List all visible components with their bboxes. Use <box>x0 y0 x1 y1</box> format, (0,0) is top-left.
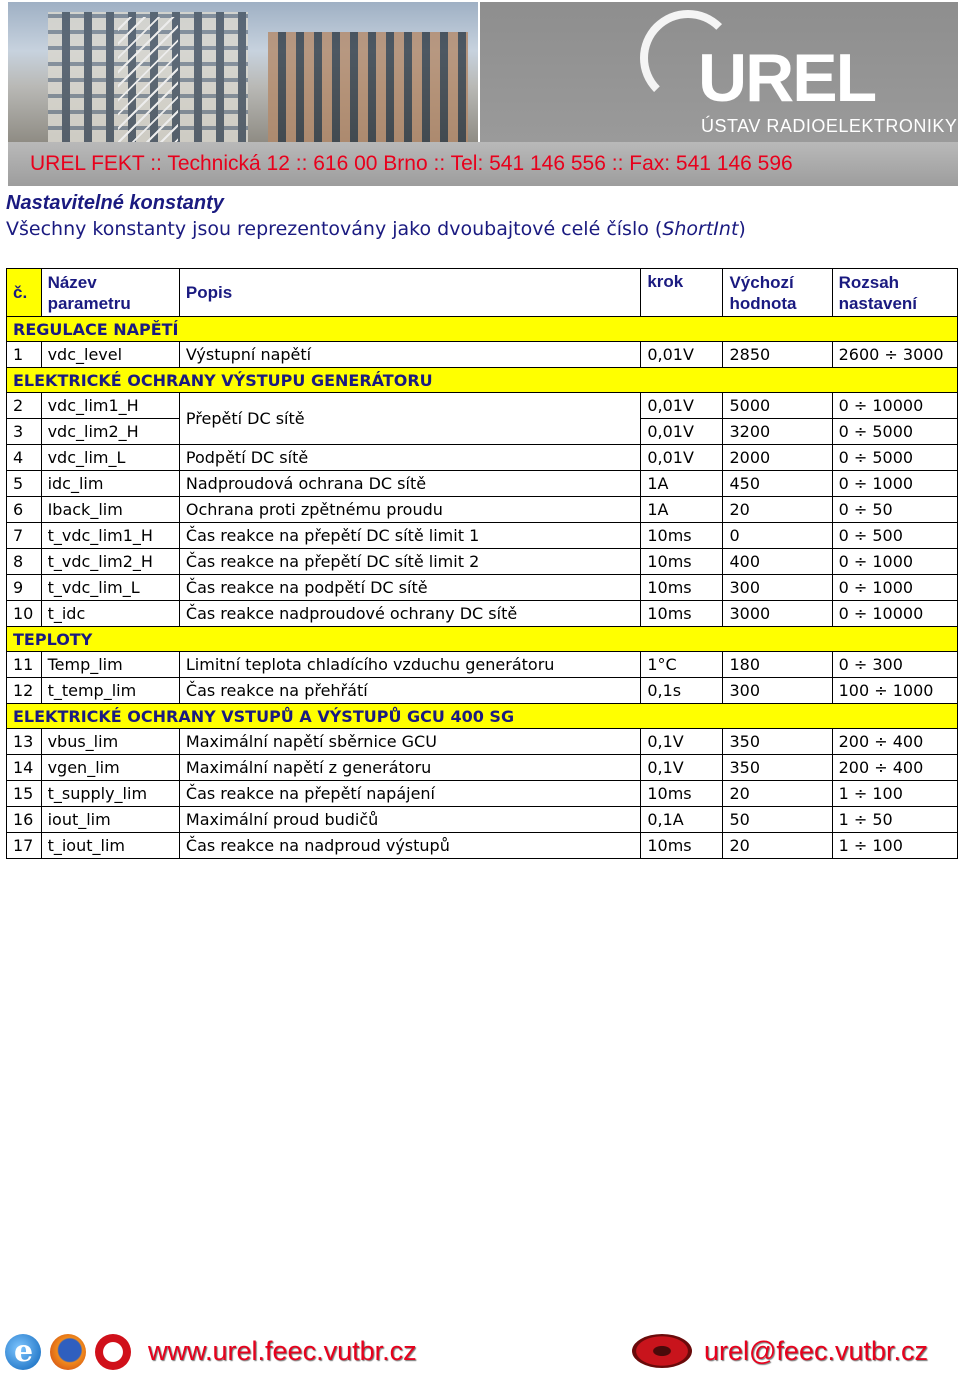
cell-range: 100 ÷ 1000 <box>832 678 957 704</box>
logo-text: UREL <box>698 40 876 116</box>
table-row <box>7 678 958 704</box>
cell-name: vgen_lim <box>41 755 179 781</box>
cell-step: 0,1V <box>641 729 723 755</box>
cell-range: 2600 ÷ 3000 <box>832 342 957 368</box>
cell-name: vbus_lim <box>41 729 179 755</box>
cell-desc: Čas reakce na přepětí DC sítě limit 1 <box>179 523 640 549</box>
cell-desc: Maximální proud budičů <box>179 807 640 833</box>
cell-num: 2 <box>7 393 42 419</box>
cell-num: 6 <box>7 497 42 523</box>
table-row <box>7 781 958 807</box>
cell-name: t_iout_lim <box>41 833 179 859</box>
cell-num: 13 <box>7 729 42 755</box>
cell-step: 10ms <box>641 781 723 807</box>
header-range: Rozsah nastavení <box>832 269 957 317</box>
cell-desc: Limitní teplota chladícího vzduchu generátoru <box>179 652 640 678</box>
building-stairs <box>118 17 178 142</box>
cell-default: 20 <box>723 833 832 859</box>
section-title: REGULACE NAPĚTÍ <box>7 317 958 342</box>
opera-browser-icon <box>95 1334 131 1370</box>
cell-step: 10ms <box>641 833 723 859</box>
footer <box>0 1320 960 1375</box>
page-title: Nastavitelné konstanty <box>6 192 224 214</box>
cell-step: 0,01V <box>641 393 723 419</box>
table-row <box>7 652 958 678</box>
cell-step: 10ms <box>641 575 723 601</box>
cell-default: 20 <box>723 781 832 807</box>
cell-range: 0 ÷ 1000 <box>832 471 957 497</box>
table-row <box>7 755 958 781</box>
cell-desc: Výstupní napětí <box>179 342 640 368</box>
cell-step: 10ms <box>641 523 723 549</box>
cell-step: 0,01V <box>641 419 723 445</box>
header-banner <box>0 0 960 186</box>
cell-num: 11 <box>7 652 42 678</box>
cell-range: 0 ÷ 500 <box>832 523 957 549</box>
cell-name: Temp_lim <box>41 652 179 678</box>
subtitle-emphasis: ShortInt <box>662 218 739 240</box>
table-row <box>7 549 958 575</box>
cell-num: 15 <box>7 781 42 807</box>
cell-desc: Čas reakce na podpětí DC sítě <box>179 575 640 601</box>
cell-num: 12 <box>7 678 42 704</box>
cell-num: 9 <box>7 575 42 601</box>
cell-name: Iback_lim <box>41 497 179 523</box>
table-row <box>7 393 958 419</box>
header-default: Výchozí hodnota <box>723 269 832 317</box>
header-desc: Popis <box>179 269 640 317</box>
cell-range: 0 ÷ 300 <box>832 652 957 678</box>
cell-range: 0 ÷ 50 <box>832 497 957 523</box>
cell-name: t_idc <box>41 601 179 627</box>
cell-default: 20 <box>723 497 832 523</box>
cell-range: 0 ÷ 5000 <box>832 445 957 471</box>
cell-num: 5 <box>7 471 42 497</box>
cell-step: 0,1s <box>641 678 723 704</box>
cell-num: 3 <box>7 419 42 445</box>
cell-desc: Podpětí DC sítě <box>179 445 640 471</box>
cell-range: 200 ÷ 400 <box>832 729 957 755</box>
cell-range: 0 ÷ 5000 <box>832 419 957 445</box>
cell-range: 0 ÷ 1000 <box>832 575 957 601</box>
header-name: Název parametru <box>41 269 179 317</box>
table-row <box>7 471 958 497</box>
website-link[interactable]: www.urel.feec.vutbr.cz <box>148 1336 417 1366</box>
cell-name: t_vdc_lim2_H <box>41 549 179 575</box>
cell-default: 450 <box>723 471 832 497</box>
email-link[interactable]: urel@feec.vutbr.cz <box>704 1336 929 1366</box>
table-row <box>7 445 958 471</box>
cell-desc: Čas reakce na přehřátí <box>179 678 640 704</box>
cell-range: 1 ÷ 50 <box>832 807 957 833</box>
cell-desc: Čas reakce na nadproud výstupů <box>179 833 640 859</box>
section-row <box>7 368 958 393</box>
cell-range: 200 ÷ 400 <box>832 755 957 781</box>
cell-num: 4 <box>7 445 42 471</box>
cell-num: 8 <box>7 549 42 575</box>
cell-num: 7 <box>7 523 42 549</box>
cell-num: 14 <box>7 755 42 781</box>
cell-name: vdc_lim2_H <box>41 419 179 445</box>
cell-step: 10ms <box>641 601 723 627</box>
cell-desc: Nadproudová ochrana DC sítě <box>179 471 640 497</box>
firefox-browser-icon <box>50 1334 86 1370</box>
table-row <box>7 833 958 859</box>
cell-step: 0,01V <box>641 445 723 471</box>
cell-default: 3000 <box>723 601 832 627</box>
cell-name: t_supply_lim <box>41 781 179 807</box>
cell-default: 350 <box>723 755 832 781</box>
table-row <box>7 729 958 755</box>
section-title: TEPLOTY <box>7 627 958 652</box>
cell-default: 2850 <box>723 342 832 368</box>
table-header-row <box>7 269 958 317</box>
cell-step: 0,01V <box>641 342 723 368</box>
cell-default: 3200 <box>723 419 832 445</box>
cell-desc: Čas reakce nadproudové ochrany DC sítě <box>179 601 640 627</box>
cell-default: 2000 <box>723 445 832 471</box>
cell-range: 0 ÷ 1000 <box>832 549 957 575</box>
ie-browser-icon: e <box>5 1334 41 1370</box>
cell-default: 180 <box>723 652 832 678</box>
logo-subtitle: ÚSTAV RADIOELEKTRONIKY <box>701 116 958 136</box>
section-row <box>7 704 958 729</box>
cell-desc: Maximální napětí z generátoru <box>179 755 640 781</box>
header-num: č. <box>7 269 42 317</box>
table-row <box>7 601 958 627</box>
section-row <box>7 317 958 342</box>
table-row <box>7 523 958 549</box>
cell-default: 400 <box>723 549 832 575</box>
cell-num: 16 <box>7 807 42 833</box>
cell-step: 0,1A <box>641 807 723 833</box>
cell-num: 1 <box>7 342 42 368</box>
address-bar <box>8 142 958 186</box>
cell-desc: Maximální napětí sběrnice GCU <box>179 729 640 755</box>
table-row <box>7 342 958 368</box>
cell-name: vdc_lim_L <box>41 445 179 471</box>
section-row <box>7 627 958 652</box>
table-row <box>7 497 958 523</box>
cell-name: iout_lim <box>41 807 179 833</box>
page-subtitle <box>6 218 746 240</box>
section-title: ELEKTRICKÉ OCHRANY VÝSTUPU GENERÁTORU <box>7 368 958 393</box>
building-facade-2 <box>268 32 468 142</box>
email-icon <box>632 1334 692 1368</box>
address-text: UREL FEKT :: Technická 12 :: 616 00 Brno :: Tel: 541 146 556 :: Fax: 541 146 596 <box>30 152 793 175</box>
cell-default: 50 <box>723 807 832 833</box>
cell-step: 1A <box>641 471 723 497</box>
cell-name: t_temp_lim <box>41 678 179 704</box>
parameters-table <box>6 268 958 859</box>
cell-desc: Ochrana proti zpětnému proudu <box>179 497 640 523</box>
building-photo <box>8 2 478 142</box>
cell-default: 300 <box>723 575 832 601</box>
cell-range: 0 ÷ 10000 <box>832 601 957 627</box>
cell-num: 17 <box>7 833 42 859</box>
cell-step: 10ms <box>641 549 723 575</box>
cell-default: 5000 <box>723 393 832 419</box>
cell-desc: Přepětí DC sítě <box>179 393 640 445</box>
cell-name: idc_lim <box>41 471 179 497</box>
cell-default: 300 <box>723 678 832 704</box>
cell-name: t_vdc_lim_L <box>41 575 179 601</box>
subtitle-post: ) <box>738 218 746 240</box>
section-title: ELEKTRICKÉ OCHRANY VSTUPŮ A VÝSTUPŮ GCU 400 SG <box>7 704 958 729</box>
cell-range: 0 ÷ 10000 <box>832 393 957 419</box>
cell-step: 1A <box>641 497 723 523</box>
cell-range: 1 ÷ 100 <box>832 833 957 859</box>
cell-step: 1°C <box>641 652 723 678</box>
cell-num: 10 <box>7 601 42 627</box>
subtitle-pre: Všechny konstanty jsou reprezentovány jako dvoubajtové celé číslo ( <box>6 218 663 240</box>
header-step: krok <box>641 269 723 317</box>
cell-desc: Čas reakce na přepětí napájení <box>179 781 640 807</box>
cell-default: 350 <box>723 729 832 755</box>
cell-name: vdc_level <box>41 342 179 368</box>
table-row <box>7 575 958 601</box>
cell-name: t_vdc_lim1_H <box>41 523 179 549</box>
cell-step: 0,1V <box>641 755 723 781</box>
cell-desc: Čas reakce na přepětí DC sítě limit 2 <box>179 549 640 575</box>
table-row <box>7 807 958 833</box>
cell-range: 1 ÷ 100 <box>832 781 957 807</box>
cell-default: 0 <box>723 523 832 549</box>
cell-name: vdc_lim1_H <box>41 393 179 419</box>
